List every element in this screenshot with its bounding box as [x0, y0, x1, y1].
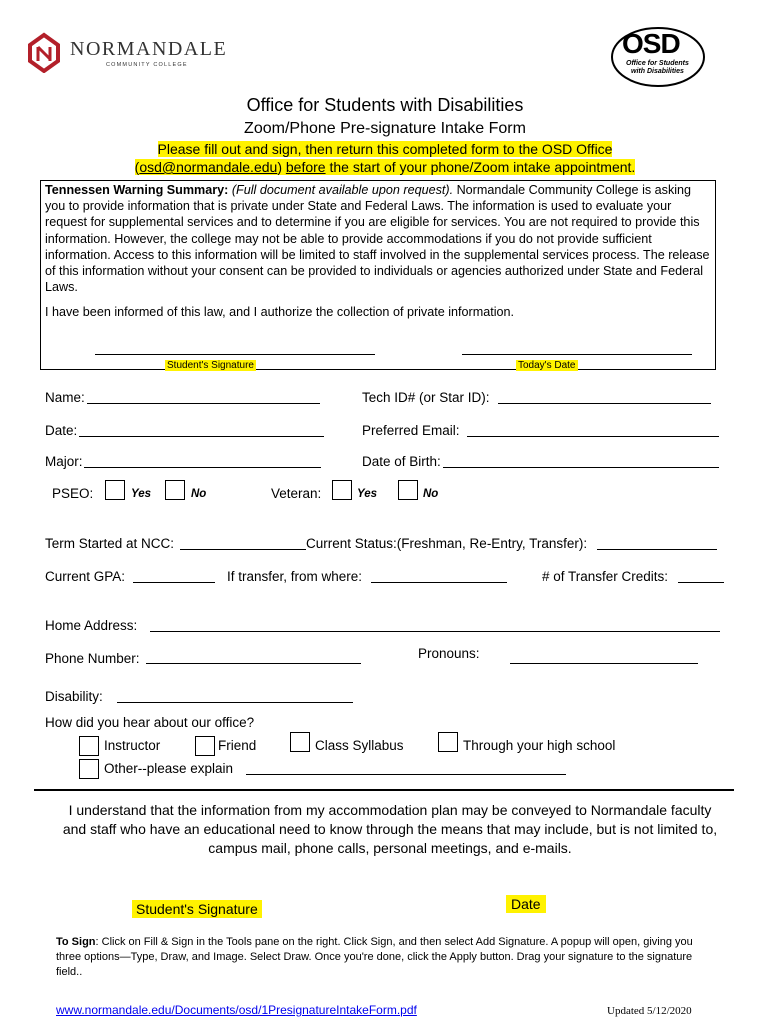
phone-label: Phone Number: — [45, 651, 140, 666]
osd-logo-subtitle: Office for Students with Disabilities — [626, 60, 689, 75]
major-field[interactable] — [84, 467, 321, 468]
pseo-no-checkbox[interactable] — [165, 480, 185, 500]
veteran-no-checkbox[interactable] — [398, 480, 418, 500]
final-date-label[interactable]: Date — [506, 895, 546, 913]
tennessen-warning-text: Tennessen Warning Summary: (Full document available upon request). Normandale Community College is asking you to provide information that is private under State and Federal Laws. The information is used to evaluate your request for supplemental services and to determine if you are eligible for services. You are not required to provide this information. However, the college may not be able to provide accommodations if you do not provide sufficient information. Access to this information will be limited to staff involved in the supplemental services process. The release of this information without your consent can be provided to individuals or agencies authorized under State and Federal Laws. — [45, 183, 710, 295]
pseo-yes-checkbox[interactable] — [105, 480, 125, 500]
pseo-yes-label: Yes — [131, 488, 152, 500]
office-title: Office for Students with Disabilities — [246, 95, 524, 115]
other-option-label: Other--please explain — [104, 761, 234, 776]
instructor-checkbox[interactable] — [79, 736, 99, 756]
dob-field[interactable] — [443, 467, 719, 468]
class-syllabus-option-label: Class Syllabus — [315, 738, 404, 753]
veteran-yes-label: Yes — [357, 488, 378, 500]
home-address-label: Home Address: — [45, 618, 138, 633]
pronouns-field[interactable] — [510, 663, 698, 664]
osd-logo — [610, 26, 706, 88]
name-field[interactable] — [87, 403, 320, 404]
transfer-credits-label: # of Transfer Credits: — [542, 569, 669, 584]
email-field[interactable] — [467, 436, 719, 437]
email-label: Preferred Email: — [362, 423, 460, 438]
college-name: NORMANDALE — [70, 38, 228, 60]
pronouns-label: Pronouns: — [418, 646, 480, 661]
student-signature-label: Student's Signature — [167, 360, 254, 371]
veteran-yes-checkbox[interactable] — [332, 480, 352, 500]
veteran-label: Veteran: — [271, 486, 322, 501]
high-school-option-label: Through your high school — [463, 738, 616, 753]
home-address-field[interactable] — [150, 631, 720, 632]
date-label: Date: — [45, 423, 78, 438]
veteran-no-label: No — [423, 488, 439, 500]
instructions-notice: Please fill out and sign, then return this completed form to the OSD Office (osd@normandale.edu) before the start of your phone/Zoom intake appointment. — [134, 141, 636, 175]
pseo-no-label: No — [191, 488, 207, 500]
transfer-from-label: If transfer, from where: — [227, 569, 363, 584]
disability-label: Disability: — [45, 689, 103, 704]
final-student-signature-label[interactable]: Student's Signature — [132, 900, 262, 918]
authorization-statement: I have been informed of this law, and I authorize the collection of private information. — [45, 305, 515, 319]
section-divider — [34, 789, 734, 791]
how-hear-label: How did you hear about our office? — [45, 715, 255, 730]
tech-id-label: Tech ID# (or Star ID): — [362, 390, 490, 405]
signing-instructions: To Sign: Click on Fill & Sign in the Tools pane on the right. Click Sign, and then select Add Signature. A popup will open, giving you three options—Type, Draw, and Image. Select Draw. Once you're done, click the Apply button. Drag your signature to the signature field.. — [56, 936, 693, 978]
pseo-label: PSEO: — [52, 486, 94, 501]
osd-logo-text: OSD — [622, 28, 680, 59]
updated-date: Updated 5/12/2020 — [607, 1005, 692, 1017]
friend-option-label: Friend — [218, 738, 257, 753]
osd-email-link[interactable]: osd@normandale.edu — [139, 159, 278, 175]
instructor-option-label: Instructor — [104, 738, 161, 753]
tech-id-field[interactable] — [498, 403, 711, 404]
date-field[interactable] — [79, 436, 324, 437]
gpa-label: Current GPA: — [45, 569, 126, 584]
other-explain-field[interactable] — [246, 774, 566, 775]
term-started-field[interactable] — [180, 549, 306, 550]
friend-checkbox[interactable] — [195, 736, 215, 756]
current-status-label: Current Status:(Freshman, Re-Entry, Transfer): — [306, 536, 588, 551]
name-label: Name: — [45, 390, 85, 405]
transfer-from-field[interactable] — [371, 582, 507, 583]
disability-field[interactable] — [117, 702, 353, 703]
class-syllabus-checkbox[interactable] — [290, 732, 310, 752]
high-school-checkbox[interactable] — [438, 732, 458, 752]
gpa-field[interactable] — [133, 582, 215, 583]
todays-date-label: Today's Date — [518, 360, 576, 371]
term-started-label: Term Started at NCC: — [45, 536, 175, 551]
phone-field[interactable] — [146, 663, 361, 664]
form-url-link[interactable]: www.normandale.edu/Documents/osd/1PresignatureIntakeForm.pdf — [56, 1003, 417, 1017]
understanding-statement: I understand that the information from my accommodation plan may be conveyed to Normandale faculty and staff who have an educational need to know through the means that may include, but is not limited to, campus mail, phone calls, personal meetings, and e-mails. — [62, 802, 718, 856]
normandale-logo-icon — [26, 31, 62, 73]
current-status-field[interactable] — [597, 549, 717, 550]
transfer-credits-field[interactable] — [678, 582, 724, 583]
college-subtitle: COMMUNITY COLLEGE — [106, 62, 188, 68]
major-label: Major: — [45, 454, 83, 469]
form-title: Zoom/Phone Pre-signature Intake Form — [244, 120, 526, 137]
other-checkbox[interactable] — [79, 759, 99, 779]
dob-label: Date of Birth: — [362, 454, 441, 469]
